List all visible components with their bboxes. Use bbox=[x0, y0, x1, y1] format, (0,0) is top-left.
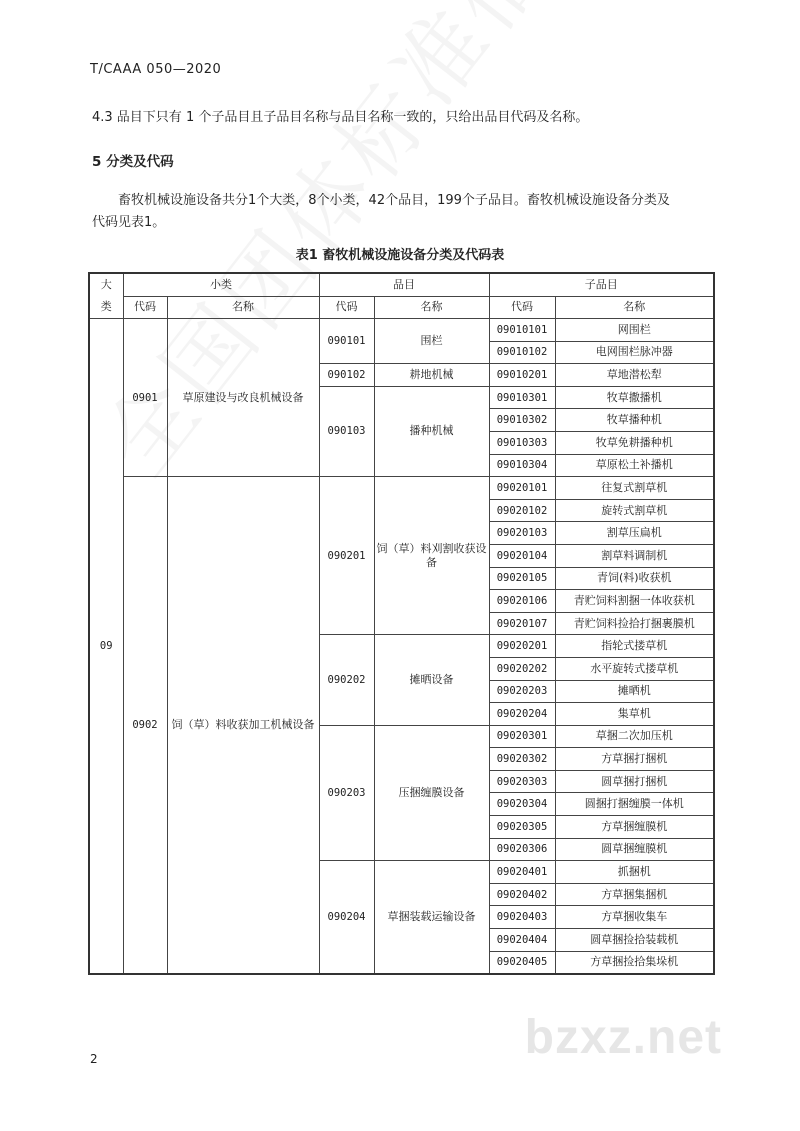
classification-table bbox=[88, 272, 715, 975]
header-minor-code: 代码 bbox=[123, 296, 167, 318]
subitem-name-cell: 方草捆捡拾集垛机 bbox=[555, 951, 714, 974]
item-code-cell: 090202 bbox=[319, 635, 374, 725]
subitem-code-cell: 09020106 bbox=[489, 590, 555, 613]
intro-paragraph bbox=[92, 190, 712, 212]
minor-name-cell: 饲（草）料收获加工机械设备 bbox=[167, 477, 319, 975]
document-code-header: T/CAAA 050—2020 bbox=[90, 62, 222, 77]
subitem-name-cell: 圆草捆捡拾装载机 bbox=[555, 929, 714, 952]
subitem-name-cell: 圆草捆打捆机 bbox=[555, 770, 714, 793]
subitem-name-cell: 旋转式割草机 bbox=[555, 499, 714, 522]
subitem-name-cell: 牧草撒播机 bbox=[555, 386, 714, 409]
clause-4-3: 4.3 品目下只有 1 个子品目且子品目名称与品目名称一致的，只给出品目代码及名称。 bbox=[92, 110, 589, 125]
item-name-cell: 摊晒设备 bbox=[374, 635, 489, 725]
subitem-code-cell: 09020204 bbox=[489, 703, 555, 726]
header-subitem-code: 代码 bbox=[489, 296, 555, 318]
subitem-code-cell: 09010201 bbox=[489, 364, 555, 387]
subitem-name-cell: 抓捆机 bbox=[555, 861, 714, 884]
subitem-code-cell: 09020301 bbox=[489, 725, 555, 748]
subitem-name-cell: 水平旋转式搂草机 bbox=[555, 657, 714, 680]
header-item: 品目 bbox=[319, 273, 489, 296]
header-minor: 小类 bbox=[123, 273, 319, 296]
item-name-cell: 饲（草）料刈割收获设备 bbox=[374, 477, 489, 635]
item-code-cell: 090101 bbox=[319, 319, 374, 364]
subitem-name-cell: 摊晒机 bbox=[555, 680, 714, 703]
header-major: 大 类 bbox=[89, 273, 123, 319]
subitem-name-cell: 牧草播种机 bbox=[555, 409, 714, 432]
subitem-name-cell: 方草捆打捆机 bbox=[555, 748, 714, 771]
subitem-code-cell: 09020403 bbox=[489, 906, 555, 929]
intro-paragraph-line2: 代码见表1。 bbox=[92, 215, 166, 230]
table-row bbox=[89, 319, 714, 342]
subitem-code-cell: 09010301 bbox=[489, 386, 555, 409]
table-row bbox=[89, 477, 714, 500]
subitem-name-cell: 圆草捆缠膜机 bbox=[555, 838, 714, 861]
section-5-heading: 5 分类及代码 bbox=[92, 154, 174, 170]
subitem-code-cell: 09020404 bbox=[489, 929, 555, 952]
subitem-code-cell: 09020202 bbox=[489, 657, 555, 680]
subitem-code-cell: 09010302 bbox=[489, 409, 555, 432]
subitem-name-cell: 方草捆缠膜机 bbox=[555, 816, 714, 839]
subitem-name-cell: 往复式割草机 bbox=[555, 477, 714, 500]
subitem-name-cell: 指轮式搂草机 bbox=[555, 635, 714, 658]
subitem-code-cell: 09010102 bbox=[489, 341, 555, 364]
subitem-name-cell: 电网围栏脉冲器 bbox=[555, 341, 714, 364]
subitem-name-cell: 草地潜松犁 bbox=[555, 364, 714, 387]
intro-line-1: 畜牧机械设施设备共分1个大类，8个小类，42个品目，199个子品目。畜牧机械设施设备分类及 bbox=[118, 193, 670, 208]
subitem-code-cell: 09010101 bbox=[489, 319, 555, 342]
subitem-code-cell: 09020302 bbox=[489, 748, 555, 771]
subitem-code-cell: 09020305 bbox=[489, 816, 555, 839]
table-caption: 表1 畜牧机械设施设备分类及代码表 bbox=[295, 248, 505, 263]
item-name-cell: 草捆装载运输设备 bbox=[374, 861, 489, 974]
subitem-code-cell: 09020107 bbox=[489, 612, 555, 635]
subitem-name-cell: 青贮饲料捡拾打捆裹膜机 bbox=[555, 612, 714, 635]
table-header-row-1 bbox=[89, 273, 714, 296]
subitem-code-cell: 09020105 bbox=[489, 567, 555, 590]
item-code-cell: 090203 bbox=[319, 725, 374, 861]
subitem-code-cell: 09020103 bbox=[489, 522, 555, 545]
minor-name-cell: 草原建设与改良机械设备 bbox=[167, 319, 319, 477]
item-name-cell: 围栏 bbox=[374, 319, 489, 364]
subitem-code-cell: 09010303 bbox=[489, 431, 555, 454]
item-code-cell: 090201 bbox=[319, 477, 374, 635]
minor-code-cell: 0901 bbox=[123, 319, 167, 477]
site-watermark: bzxz.net bbox=[524, 1011, 722, 1064]
header-subitem: 子品目 bbox=[489, 273, 714, 296]
header-subitem-name: 名称 bbox=[555, 296, 714, 318]
subitem-code-cell: 09020203 bbox=[489, 680, 555, 703]
subitem-code-cell: 09020201 bbox=[489, 635, 555, 658]
subitem-name-cell: 圆捆打捆缠膜一体机 bbox=[555, 793, 714, 816]
subitem-name-cell: 网围栏 bbox=[555, 319, 714, 342]
header-item-code: 代码 bbox=[319, 296, 374, 318]
subitem-name-cell: 草原松土补播机 bbox=[555, 454, 714, 477]
subitem-code-cell: 09020401 bbox=[489, 861, 555, 884]
table-header-row-2 bbox=[89, 296, 714, 318]
subitem-name-cell: 方草捆集捆机 bbox=[555, 883, 714, 906]
header-item-name: 名称 bbox=[374, 296, 489, 318]
major-code-cell: 09 bbox=[89, 319, 123, 975]
subitem-name-cell: 集草机 bbox=[555, 703, 714, 726]
subitem-name-cell: 割草料调制机 bbox=[555, 544, 714, 567]
item-code-cell: 090103 bbox=[319, 386, 374, 476]
page-number: 2 bbox=[90, 1052, 98, 1066]
item-name-cell: 耕地机械 bbox=[374, 364, 489, 387]
subitem-code-cell: 09020405 bbox=[489, 951, 555, 974]
item-code-cell: 090204 bbox=[319, 861, 374, 974]
header-minor-name: 名称 bbox=[167, 296, 319, 318]
subitem-name-cell: 青饲(料)收获机 bbox=[555, 567, 714, 590]
subitem-name-cell: 草捆二次加压机 bbox=[555, 725, 714, 748]
item-code-cell: 090102 bbox=[319, 364, 374, 387]
subitem-code-cell: 09010304 bbox=[489, 454, 555, 477]
item-name-cell: 压捆缠膜设备 bbox=[374, 725, 489, 861]
minor-code-cell: 0902 bbox=[123, 477, 167, 975]
subitem-name-cell: 割草压扁机 bbox=[555, 522, 714, 545]
item-name-cell: 播种机械 bbox=[374, 386, 489, 476]
subitem-code-cell: 09020402 bbox=[489, 883, 555, 906]
subitem-code-cell: 09020306 bbox=[489, 838, 555, 861]
subitem-name-cell: 方草捆收集车 bbox=[555, 906, 714, 929]
subitem-name-cell: 青贮饲料割捆一体收获机 bbox=[555, 590, 714, 613]
subitem-code-cell: 09020102 bbox=[489, 499, 555, 522]
subitem-code-cell: 09020104 bbox=[489, 544, 555, 567]
subitem-code-cell: 09020304 bbox=[489, 793, 555, 816]
subitem-name-cell: 牧草免耕播种机 bbox=[555, 431, 714, 454]
subitem-code-cell: 09020101 bbox=[489, 477, 555, 500]
subitem-code-cell: 09020303 bbox=[489, 770, 555, 793]
